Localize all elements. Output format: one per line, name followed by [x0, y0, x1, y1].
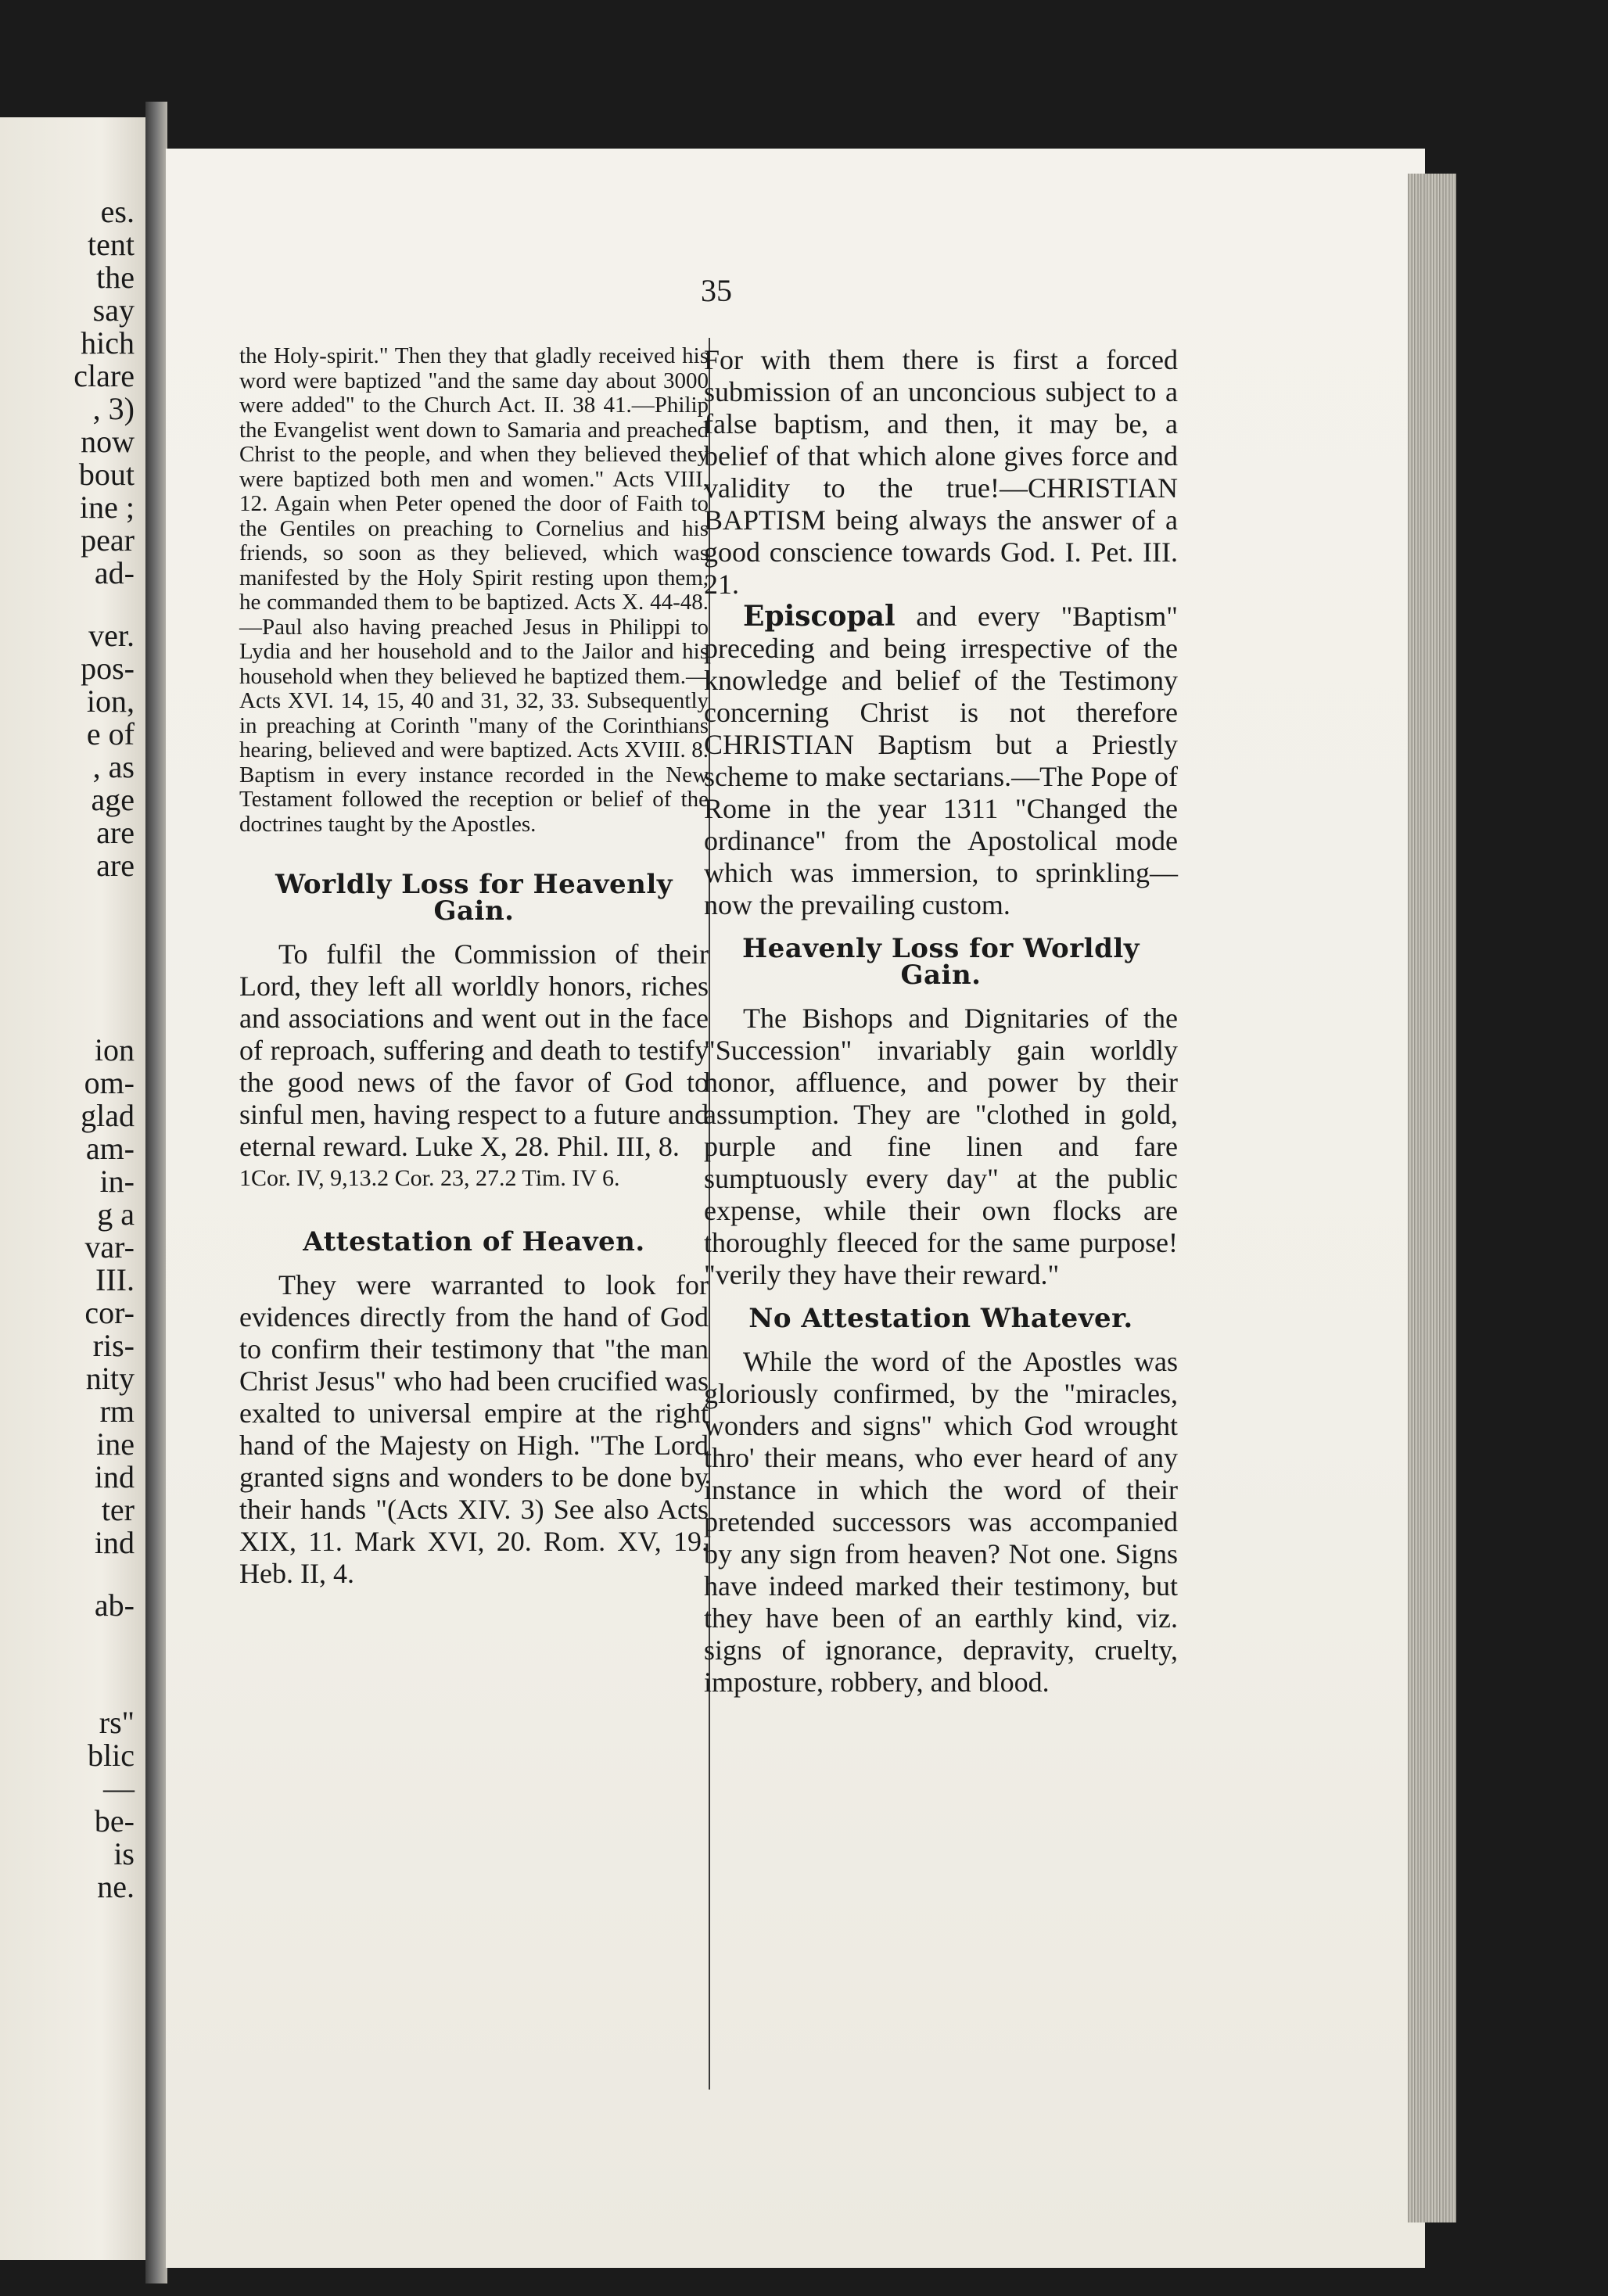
facing-page-fragment: ion — [94, 1032, 135, 1067]
facing-page-fragment: III. — [95, 1262, 135, 1297]
facing-page-fragment: bout — [78, 457, 135, 492]
facing-page-fragment: ab- — [94, 1587, 135, 1623]
facing-page-fragment: be- — [94, 1803, 135, 1839]
facing-page-fragment: say — [92, 292, 135, 328]
worldly-loss-citations: 1Cor. IV, 9,13.2 Cor. 23, 27.2 Tim. IV 6. — [239, 1165, 620, 1191]
facing-page-fragment: blic — [88, 1738, 135, 1773]
facing-page-fragment: the — [96, 260, 135, 295]
facing-page-fragment: g a — [97, 1196, 135, 1232]
facing-page-edge — [0, 117, 145, 2260]
facing-page-fragment: — — [103, 1770, 135, 1806]
facing-page-fragment: pear — [81, 522, 135, 558]
facing-page-fragment: , as — [92, 749, 135, 784]
heading-worldly-loss: Worldly Loss for Heavenly Gain. — [275, 869, 673, 927]
facing-page-fragment: in- — [99, 1164, 135, 1199]
facing-page-fragment: , 3) — [92, 391, 135, 426]
facing-page-fragment: cor- — [84, 1295, 135, 1330]
facing-page-fragment: ad- — [94, 555, 135, 590]
facing-page-fragment: tent — [88, 227, 135, 262]
episcopal-runin: Episcopal — [743, 600, 896, 633]
facing-page-fragment: rm — [99, 1394, 135, 1429]
facing-page-fragment: ne. — [97, 1869, 135, 1904]
facing-page-fragment: ver. — [88, 618, 135, 653]
facing-page-fragment: pos- — [81, 651, 135, 686]
facing-page-fragment: ion, — [86, 683, 135, 719]
facing-page-fragment: glad — [81, 1098, 135, 1133]
facing-page-fragment: rs" — [99, 1705, 135, 1740]
facing-page-fragment: ter — [101, 1492, 135, 1527]
facing-page-fragment: e of — [86, 716, 135, 752]
no-attestation-paragraph: While the word of the Apostles was gloriously confirmed, by the "miracles, wonders and signs" which God wrought thro' their means, who ever heard of any instance in which the word of their pretended successors was accompanied by any sign from heaven? Not one. Signs have indeed marked their testimony, but they have been of an earthly kind, viz. signs of ignorance, depravity, cruelty, imposture, robbery, and blood. — [704, 1346, 1178, 1698]
facing-page-fragment: age — [91, 782, 135, 817]
facing-page-fragment: es. — [100, 194, 135, 229]
facing-page-fragment: ine ; — [80, 490, 135, 525]
heavenly-loss-paragraph: The Bishops and Dignitaries of the "Succession" invariably gain worldly honor, affluence, and power by their assumption. They are "clothed in gold, purple and fine linen and fare sumptuously every day" at the public expense, while their own flocks are thoroughly fleeced for the same purpose! "verily they have their reward." — [704, 1003, 1178, 1290]
attestation-paragraph: They were warranted to look for evidences directly from the hand of God to confirm their testimony that "the man Christ Jesus" who had been crucified was exalted to universal empire at the right hand of the Majesty on High. "The Lord granted signs and wonders to be done by their hands "(Acts XIV. 3) See also Acts XIX, 11. Mark XVI, 20. Rom. XV, 19. Heb. II, 4. — [239, 1269, 709, 1589]
page-stack-edge — [1408, 174, 1456, 2222]
book-gutter — [145, 102, 167, 2283]
right-intro-text: For with them there is first a forced submission of an unconcious subject to a false baptism, and then, it may be, a belief of that which alone gives force and validity to the true!—CHRISTIAN BAPTISM being always the answer of a good conscience towards God. I. Pet. III. 21. — [704, 344, 1178, 600]
episcopal-paragraph — [704, 601, 1178, 921]
facing-page-fragment: ind — [94, 1525, 135, 1560]
facing-page-fragment: ind — [94, 1459, 135, 1494]
facing-page-fragment: is — [113, 1836, 135, 1871]
heading-heavenly-loss: Heavenly Loss for Worldly Gain. — [741, 933, 1140, 991]
facing-page-fragment: var- — [84, 1229, 135, 1265]
facing-page-fragment: are — [96, 815, 135, 850]
page-number: 35 — [701, 273, 732, 308]
left-intro-text: the Holy-spirit." Then they that gladly received his word were baptized "and the same day about 3000 were added" to the Church Act. II. 38 41.—Philip the Evangelist went down to Samaria and preached Christ to the people, and when they believed they were baptized both men and women." Acts VIII, 12. Again when Peter opened the door of Faith to the Gentiles on preaching to Cornelius and his friends, so soon as they believed, which was manifested by the Holy Spirit resting upon them, he commanded them to be baptized. Acts X. 44-48.—Paul also having preached Jesus in Philippi to Lydia and her household and to the Jailor and his household when they believed he baptized them.—Acts XVI. 14, 15, 40 and 31, 32, 33. Subsequently in preaching at Corinth "many of the Corinthians hearing, believed and were baptized. Acts XVIII. 8. Baptism in every instance recorded in the New Testament followed the reception or belief of the doctrines taught by the Apostles. — [239, 343, 709, 837]
facing-page-fragment: ine — [96, 1426, 135, 1462]
facing-page-fragment: clare — [74, 358, 135, 393]
facing-page-fragment: om- — [84, 1065, 135, 1100]
facing-page-fragment: am- — [85, 1131, 135, 1166]
facing-page-fragment: nity — [85, 1361, 135, 1396]
facing-page-fragment: now — [81, 424, 135, 459]
facing-page-fragment: are — [96, 848, 135, 883]
heading-attestation-of-heaven: Attestation of Heaven. — [303, 1226, 645, 1257]
left-column — [239, 344, 709, 1590]
right-column — [704, 344, 1178, 1699]
facing-page-fragment: ris- — [92, 1328, 135, 1363]
worldly-loss-paragraph: To fulfil the Commission of their Lord, they left all worldly honors, riches and associations and went out in the face of reproach, suffering and death to testify the good news of the favor of God to sinful men, having respect to a future and eternal reward. Luke X, 28. Phil. III, 8. — [239, 938, 709, 1162]
episcopal-text: and every "Baptism" preceding and being irrespective of the knowledge and belief of the Testimony concerning Christ is not therefore CHRISTIAN Baptism but a Priestly scheme to make sectarians.—The Pope of Rome in the year 1311 "Changed the ordinance" from the Apostolical mode which was immersion, to sprinkling—now the prevailing custom. — [704, 601, 1178, 920]
facing-page-fragment: hich — [81, 325, 135, 361]
heading-no-attestation: No Attestation Whatever. — [748, 1303, 1133, 1334]
